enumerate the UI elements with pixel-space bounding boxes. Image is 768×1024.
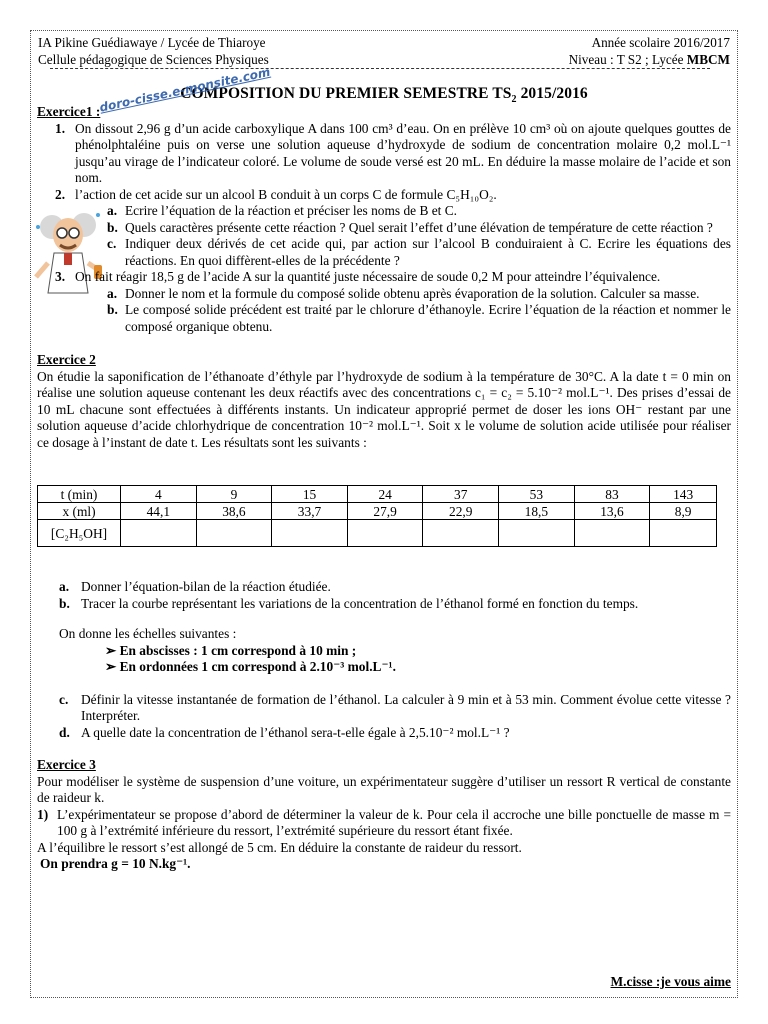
table-cell: 9: [196, 486, 272, 503]
sub-label: b.: [59, 595, 70, 611]
table-cell: 18,5: [499, 503, 575, 520]
table-cell: 37: [423, 486, 499, 503]
table-cell: [121, 520, 197, 547]
header-divider: [50, 68, 710, 69]
sub-label: c.: [107, 236, 117, 251]
ex3-equilibrium: A l’équilibre le ressort s’est allongé de 5 cm. En déduire la constante de raideur du ressort.: [37, 839, 522, 855]
table-cell: 15: [272, 486, 348, 503]
table-cell: 4: [121, 486, 197, 503]
ex1-question2a: Ecrire l’équation de la réaction et préciser les noms de B et C.: [125, 203, 458, 218]
header-department: Cellule pédagogique de Sciences Physiques: [38, 52, 269, 67]
table-cell: 143: [650, 486, 717, 503]
table-cell: 53: [499, 486, 575, 503]
exercise1-title: Exercice1 :: [37, 104, 101, 119]
ex2-intro: On étudie la saponification de l’éthanoate d’éthyle par l’hydroxyde de sodium à la température de 30°C. A la date t = 0 min on réalise une solution aqueuse contenant les deux réactifs avec des concentrations c₁ = c₂ = 5.10⁻² mol.L⁻¹. Des prises d’essai de 10 mL chacune sont effectuées à différents instants. Un indicateur approprié permet de doser les ions OH⁻ restant par une solution aqueuse d’acide chlorhydrique de concentration 10⁻² mol.L⁻¹. Soit x le volume de solution acide utilisée pour réaliser ce dosage à l’instant de date t. Les résultats sont les suivants :: [37, 368, 731, 450]
table-cell: x (ml): [38, 503, 121, 520]
ex1-question1: On dissout 2,96 g d’un acide carboxylique A dans 100 cm³ d’eau. On en prélève 10 cm³ où on ajoute quelques gouttes de phénolphtaléine puis on verse une solution aqueuse d’hydroxyde de sodium de concentration molaire 0,2 mol.L⁻¹ jusqu’au virage de l’indicateur coloré. Le volume de soude versé est 20 mL. En déduire la masse molaire de l’acide et son nom.: [75, 120, 731, 185]
sub-label: b.: [107, 302, 118, 317]
sub-label: a.: [107, 203, 118, 218]
header-school: IA Pikine Guédiawaye / Lycée de Thiaroye: [38, 35, 266, 50]
ex3-question1: L’expérimentateur se propose d’abord de déterminer la valeur de k. Pour cela il accroche une bille ponctuelle de masse m = 100 g à l’extrémité inférieure du ressort, l’extrémité supérieure du ressort étant fixée.: [57, 806, 731, 838]
header-school-year: Année scolaire 2016/2017: [591, 35, 730, 50]
exercise2-title: Exercice 2: [37, 352, 96, 367]
table-row: [38, 486, 717, 503]
document-header: [38, 34, 730, 68]
table-cell: 38,6: [196, 503, 272, 520]
document-body: [37, 104, 731, 873]
table-cell: [650, 520, 717, 547]
ex1-question3a: Donner le nom et la formule du composé solide obtenu après évaporation de la solution. Calculer sa masse.: [125, 285, 700, 301]
website-watermark: doro-cisse.e-monsite.com: [98, 64, 272, 115]
table-cell: 24: [347, 486, 423, 503]
table-cell: t (min): [38, 486, 121, 503]
table-cell: 13,6: [574, 503, 650, 520]
scale-abscissa: ➢ En abscisses : 1 cm correspond à 10 min ;: [105, 642, 357, 658]
table-cell: [423, 520, 499, 547]
table-cell: [C₂H₅OH]: [38, 520, 121, 547]
table-cell: 22,9: [423, 503, 499, 520]
exercise3-title: Exercice 3: [37, 757, 96, 772]
ex1-question3: On fait réagir 18,5 g de l’acide A sur la quantité juste nécessaire de soude 0,2 M pour atteindre l’équivalence.: [75, 269, 661, 284]
scale-ordinate: ➢ En ordonnées 1 cm correspond à 2.10⁻³ mol.L⁻¹.: [105, 659, 396, 674]
sub-label: a.: [59, 579, 70, 594]
table-cell: [574, 520, 650, 547]
question-number: 1): [37, 806, 49, 822]
table-cell: [272, 520, 348, 547]
question-number: 3.: [55, 269, 66, 284]
ex1-question2c: Indiquer deux dérivés de cet acide qui, par action sur l’alcool B conduiraient à C. Ecrire les équations des réactions. En quoi diffèrent-elles de la précédente ?: [125, 236, 731, 268]
table-row: [38, 503, 717, 520]
ex2-question-c: Définir la vitesse instantanée de formation de l’éthanol. La calculer à 9 min et à 53 min. Comment évolue cette vitesse ? Interpréter.: [81, 691, 731, 723]
author-signature: M.cisse :je vous aime: [610, 974, 731, 989]
ex1-question2: l’action de cet acide sur un alcool B conduit à un corps C de formule C₅H₁₀O₂.: [75, 186, 497, 202]
table-cell: [499, 520, 575, 547]
results-table: [37, 485, 717, 547]
table-row: [38, 520, 717, 547]
ex3-gravity: On prendra g = 10 N.kg⁻¹.: [40, 856, 191, 871]
ex3-intro: Pour modéliser le système de suspension d’une voiture, un expérimentateur suggère d’utiliser un ressort R vertical de constante de raideur k.: [37, 773, 731, 805]
table-cell: 33,7: [272, 503, 348, 520]
question-number: 1.: [55, 120, 66, 136]
table-cell: 44,1: [121, 503, 197, 520]
ex2-question-d: A quelle date la concentration de l’éthanol sera-t-elle égale à 2,5.10⁻² mol.L⁻¹ ?: [81, 724, 510, 740]
ex2-question-a: Donner l’équation-bilan de la réaction étudiée.: [81, 579, 331, 594]
table-cell: [347, 520, 423, 547]
table-cell: 83: [574, 486, 650, 503]
sub-label: d.: [59, 724, 70, 740]
ex2-question-b: Tracer la courbe représentant les variations de la concentration de l’éthanol formé en fonction du temps.: [81, 595, 639, 611]
sub-label: a.: [107, 285, 118, 301]
header-level: Niveau : T S2 ; Lycée MBCM: [568, 52, 730, 67]
ex1-question3b: Le composé solide précédent est traité par le chlorure d’éthanoyle. Ecrire l’équation de la réaction et nommer le composé organique obtenu.: [125, 302, 731, 334]
document-title: COMPOSITION DU PREMIER SEMESTRE $TS_2$ 2015/2016: [180, 85, 588, 106]
scales-intro: On donne les échelles suivantes :: [59, 626, 237, 641]
sub-label: b.: [107, 219, 118, 235]
ex1-question2b: Quels caractères présente cette réaction ? Quel serait l’effet d’une élévation de température de cette réaction ?: [125, 219, 713, 235]
table-cell: 8,9: [650, 503, 717, 520]
table-cell: [196, 520, 272, 547]
sub-label: c.: [59, 691, 69, 707]
table-cell: 27,9: [347, 503, 423, 520]
question-number: 2.: [55, 186, 66, 202]
